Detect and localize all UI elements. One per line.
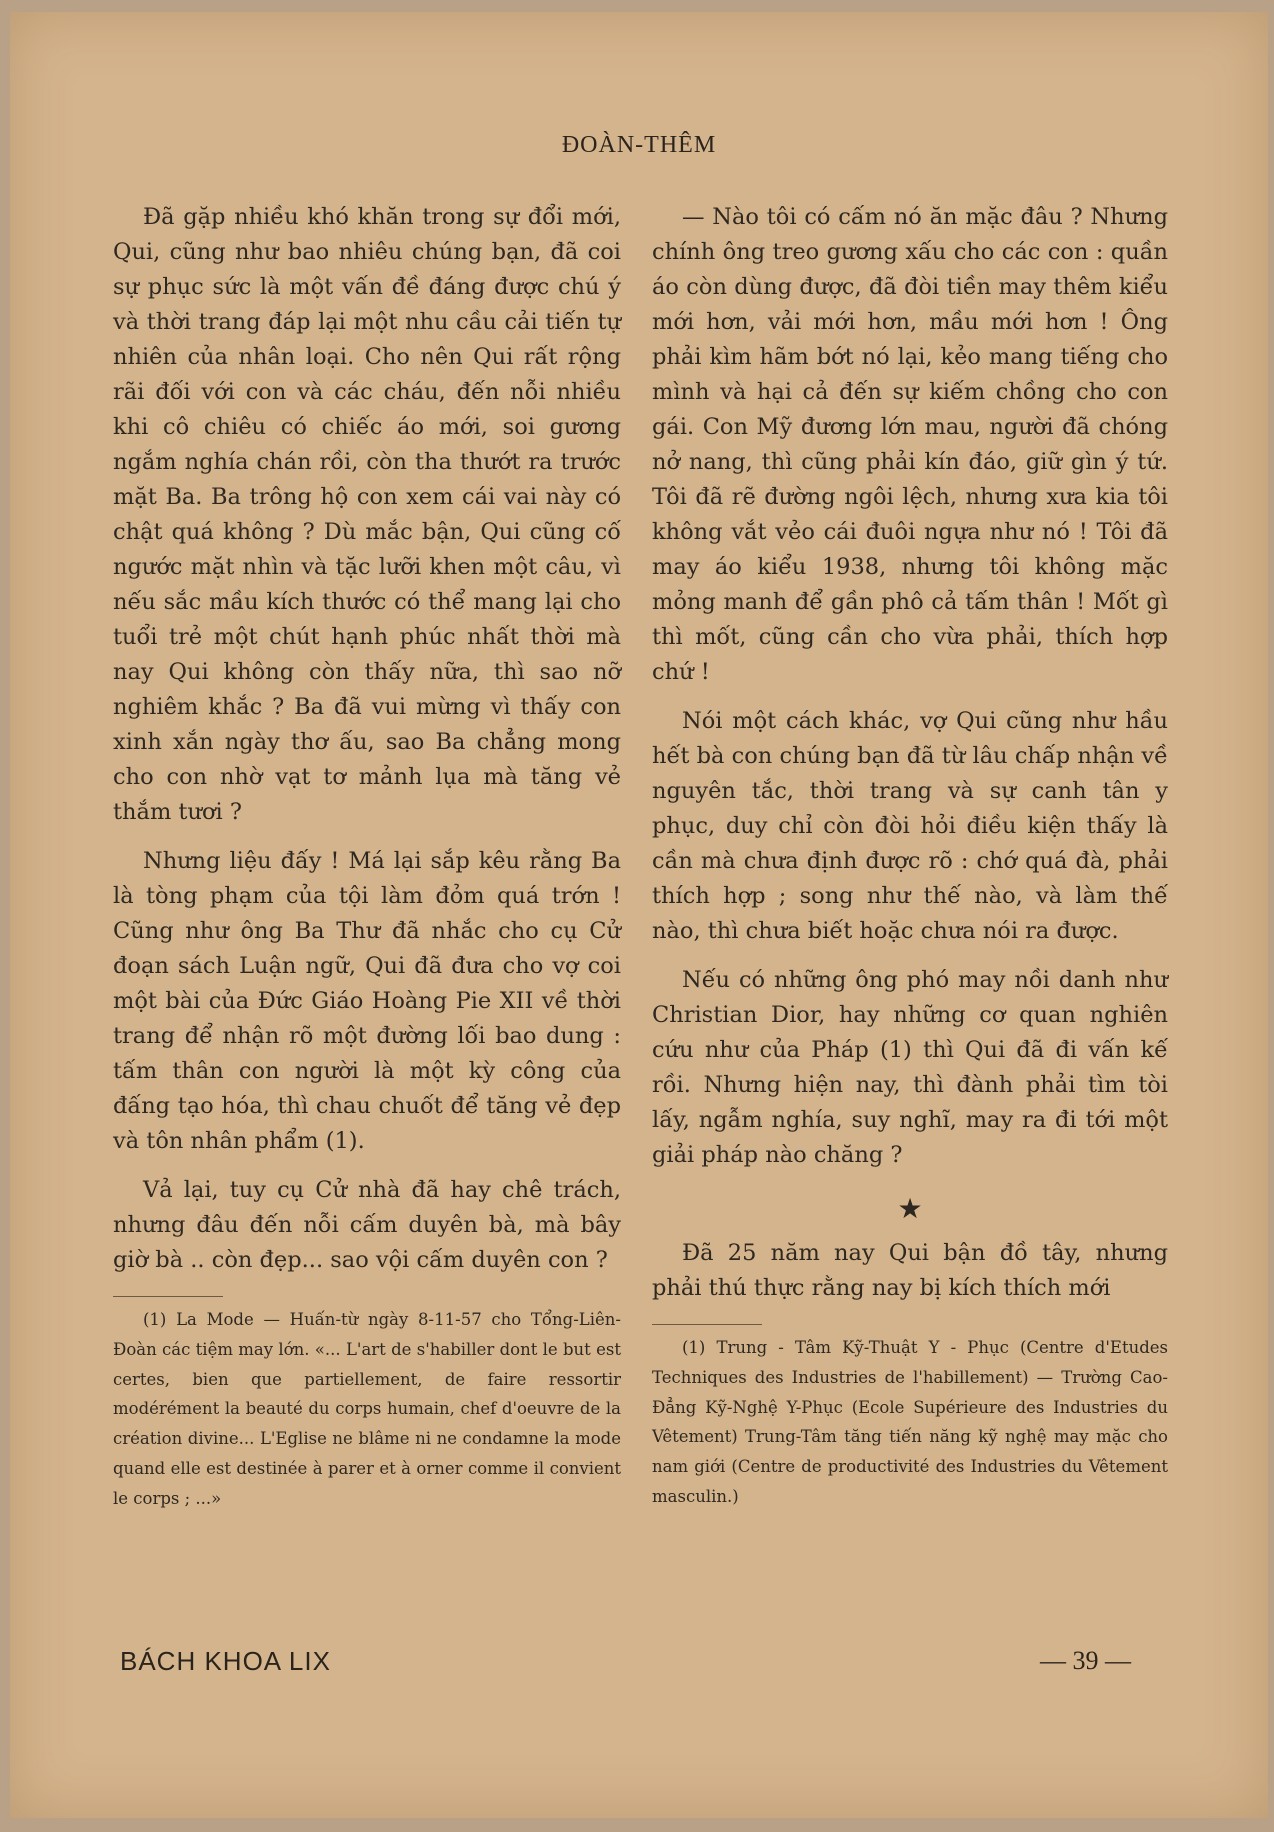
magazine-page [10, 12, 1268, 1818]
paragraph: Vả lại, tuy cụ Cử nhà đã hay chê trách, nhưng đâu đến nỗi cấm duyên bà, mà bây giờ bà .. còn đẹp... sao vội cấm duyên con ? [113, 1177, 621, 1273]
paragraph: Nhưng liệu đấy ! Má lại sắp kêu rằng Ba là tòng phạm của tội làm đỏm quá trớn ! Cũng như ông Ba Thư đã nhắc cho cụ Cử đoạn sách Luận ngữ, Qui đã đưa cho vợ coi một bài của Đức Giáo Hoàng Pie XII về thời trang để nhận rõ một đường lối bao dung : tấm thân con người là một kỳ công của đấng tạo hóa, thì chau chuốt để tăng vẻ đẹp và tôn nhân phẩm (1). [113, 848, 621, 1154]
left-column [113, 200, 621, 1528]
star-icon: ★ [897, 1192, 923, 1225]
paragraph: — Nào tôi có cấm nó ăn mặc đâu ? Nhưng chính ông treo gương xấu cho các con : quần áo còn dùng được, đã đòi tiền may thêm kiểu mới hơn, vải mới hơn, mầu mới hơn ! Ông phải kìm hãm bớt nó lại, kẻo mang tiếng cho mình và hại cả đến sự kiếm chồng cho con gái. Con Mỹ đương lớn mau, người đã chóng nở nang, thì cũng phải kín đáo, giữ gìn ý tứ. Tôi đã rẽ đường ngôi lệch, nhưng xưa kia tôi không vắt vẻo cái đuôi ngựa như nó ! Tôi đã may áo kiểu 1938, nhưng tôi không mặc mỏng manh để gần phô cả tấm thân ! Mốt gì thì mốt, cũng cần cho vừa phải, thích hợp chứ ! [652, 204, 1168, 685]
paragraph: Đã 25 năm nay Qui bận đồ tây, nhưng phải thú thực rằng nay bị kích thích mới [652, 1240, 1168, 1301]
footnote: (1) La Mode — Huấn-từ ngày 8-11-57 cho Tổng-Liên-Đoàn các tiệm may lớn. «... L'art de s'habiller dont le but est certes, bien que partiellement, de faire ressortir modérément la beauté du corps humain, chef d'oeuvre de la création divine... L'Eglise ne blâme ni ne condamne la mode quand elle est destinée à parer et à orner comme il convient le corps ; ...» [113, 1310, 621, 1508]
right-column [652, 200, 1168, 1526]
page-number: — 39 — [1040, 1646, 1131, 1675]
publication-name: BÁCH KHOA LIX [120, 1646, 331, 1676]
page-header-author: ĐOÀN-THÊM [561, 132, 717, 158]
footnote-divider [652, 1324, 762, 1325]
paragraph: Nếu có những ông phó may nồi danh như Christian Dior, hay những cơ quan nghiên cứu như của Pháp (1) thì Qui đã đi vấn kế rồi. Nhưng hiện nay, thì đành phải tìm tòi lấy, ngẫm nghía, suy nghĩ, may ra đi tới một giải pháp nào chăng ? [652, 967, 1168, 1168]
paragraph: Nói một cách khác, vợ Qui cũng như hầu hết bà con chúng bạn đã từ lâu chấp nhận về nguyên tắc, thời trang và sự canh tân y phục, duy chỉ còn đòi hỏi điều kiện thấy là cần mà chưa định được rõ : chớ quá đà, phải thích hợp ; song như thế nào, và làm thế nào, thì chưa biết hoặc chưa nói ra được. [652, 708, 1168, 944]
footnote-divider [113, 1296, 223, 1297]
paragraph: Đã gặp nhiều khó khăn trong sự đổi mới, Qui, cũng như bao nhiêu chúng bạn, đã coi sự phục sức là một vấn đề đáng được chú ý và thời trang đáp lại một nhu cầu cải tiến tự nhiên của nhân loại. Cho nên Qui rất rộng rãi đối với con và các cháu, đến nỗi nhiều khi cô chiêu có chiếc áo mới, soi gương ngắm nghía chán rồi, còn tha thướt ra trước mặt Ba. Ba trông hộ con xem cái vai này có chật quá không ? Dù mắc bận, Qui cũng cố ngước mặt nhìn và tặc lưỡi khen một câu, vì nếu sắc mầu kích thước có thể mang lại cho tuổi trẻ một chút hạnh phúc nhất thời mà nay Qui không còn thấy nữa, thì sao nỡ nghiêm khắc ? Ba đã vui mừng vì thấy con xinh xắn ngày thơ ấu, sao Ba chẳng mong cho con nhờ vạt tơ mảnh lụa mà tăng vẻ thắm tươi ? [113, 204, 621, 825]
footnote: (1) Trung - Tâm Kỹ-Thuật Y - Phục (Centre d'Etudes Techniques des Industries de l'habillement) — Trường Cao-Đẳng Kỹ-Nghệ Y-Phục (Ecole Supérieure des Industries du Vêtement) Trung-Tâm tăng tiến năng kỹ nghệ may mặc cho nam giới (Centre de productivité des Industries du Vêtement masculin.) [652, 1338, 1168, 1506]
